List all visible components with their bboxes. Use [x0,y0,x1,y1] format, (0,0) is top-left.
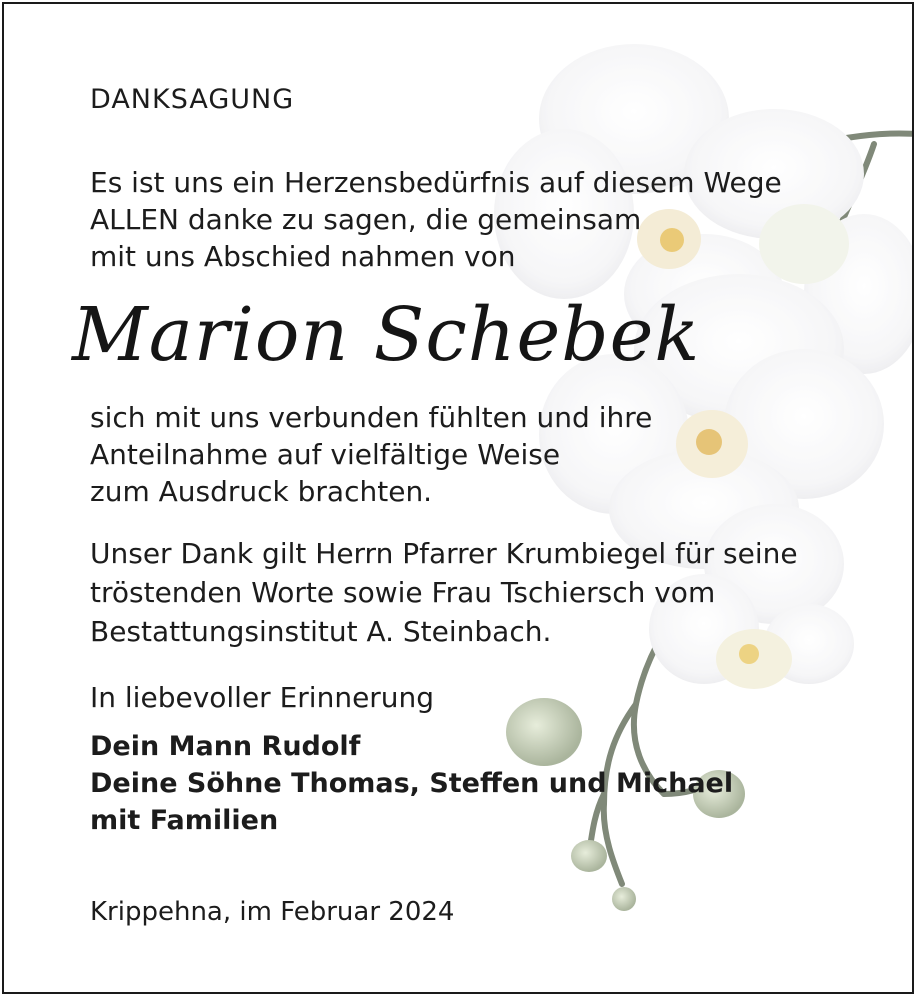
deceased-name: Marion Schebek [72,292,701,378]
special-thanks-line: tröstenden Worte sowie Frau Tschiersch vom [90,576,716,609]
intro-line: Es ist uns ein Herzensbedürfnis auf diesem Wege [90,166,782,199]
thanks-line: Anteilnahme auf vielfältige Weise [90,438,561,471]
special-thanks-line: Bestattungsinstitut A. Steinbach. [90,615,552,648]
intro-line: ALLEN danke zu sagen, die gemeinsam [90,203,642,236]
intro-text [90,164,782,275]
signer-line: Dein Mann Rudolf [90,731,361,762]
intro-line: mit uns Abschied nahmen von [90,240,516,273]
signers [90,728,733,839]
special-thanks-text [90,534,798,651]
place-date: Krippehna, im Februar 2024 [90,897,455,927]
obituary-card [2,2,914,994]
thanks-text [90,399,652,510]
signer-line: mit Familien [90,805,279,836]
special-thanks-line: Unser Dank gilt Herrn Pfarrer Krumbiegel für seine [90,537,798,570]
thanks-line: sich mit uns verbunden fühlten und ihre [90,401,653,434]
notice-heading: DANKSAGUNG [90,84,295,115]
signer-line: Deine Söhne Thomas, Steffen und Michael [90,768,734,799]
closing-phrase: In liebevoller Erinnerung [90,681,435,714]
thanks-line: zum Ausdruck brachten. [90,475,433,508]
